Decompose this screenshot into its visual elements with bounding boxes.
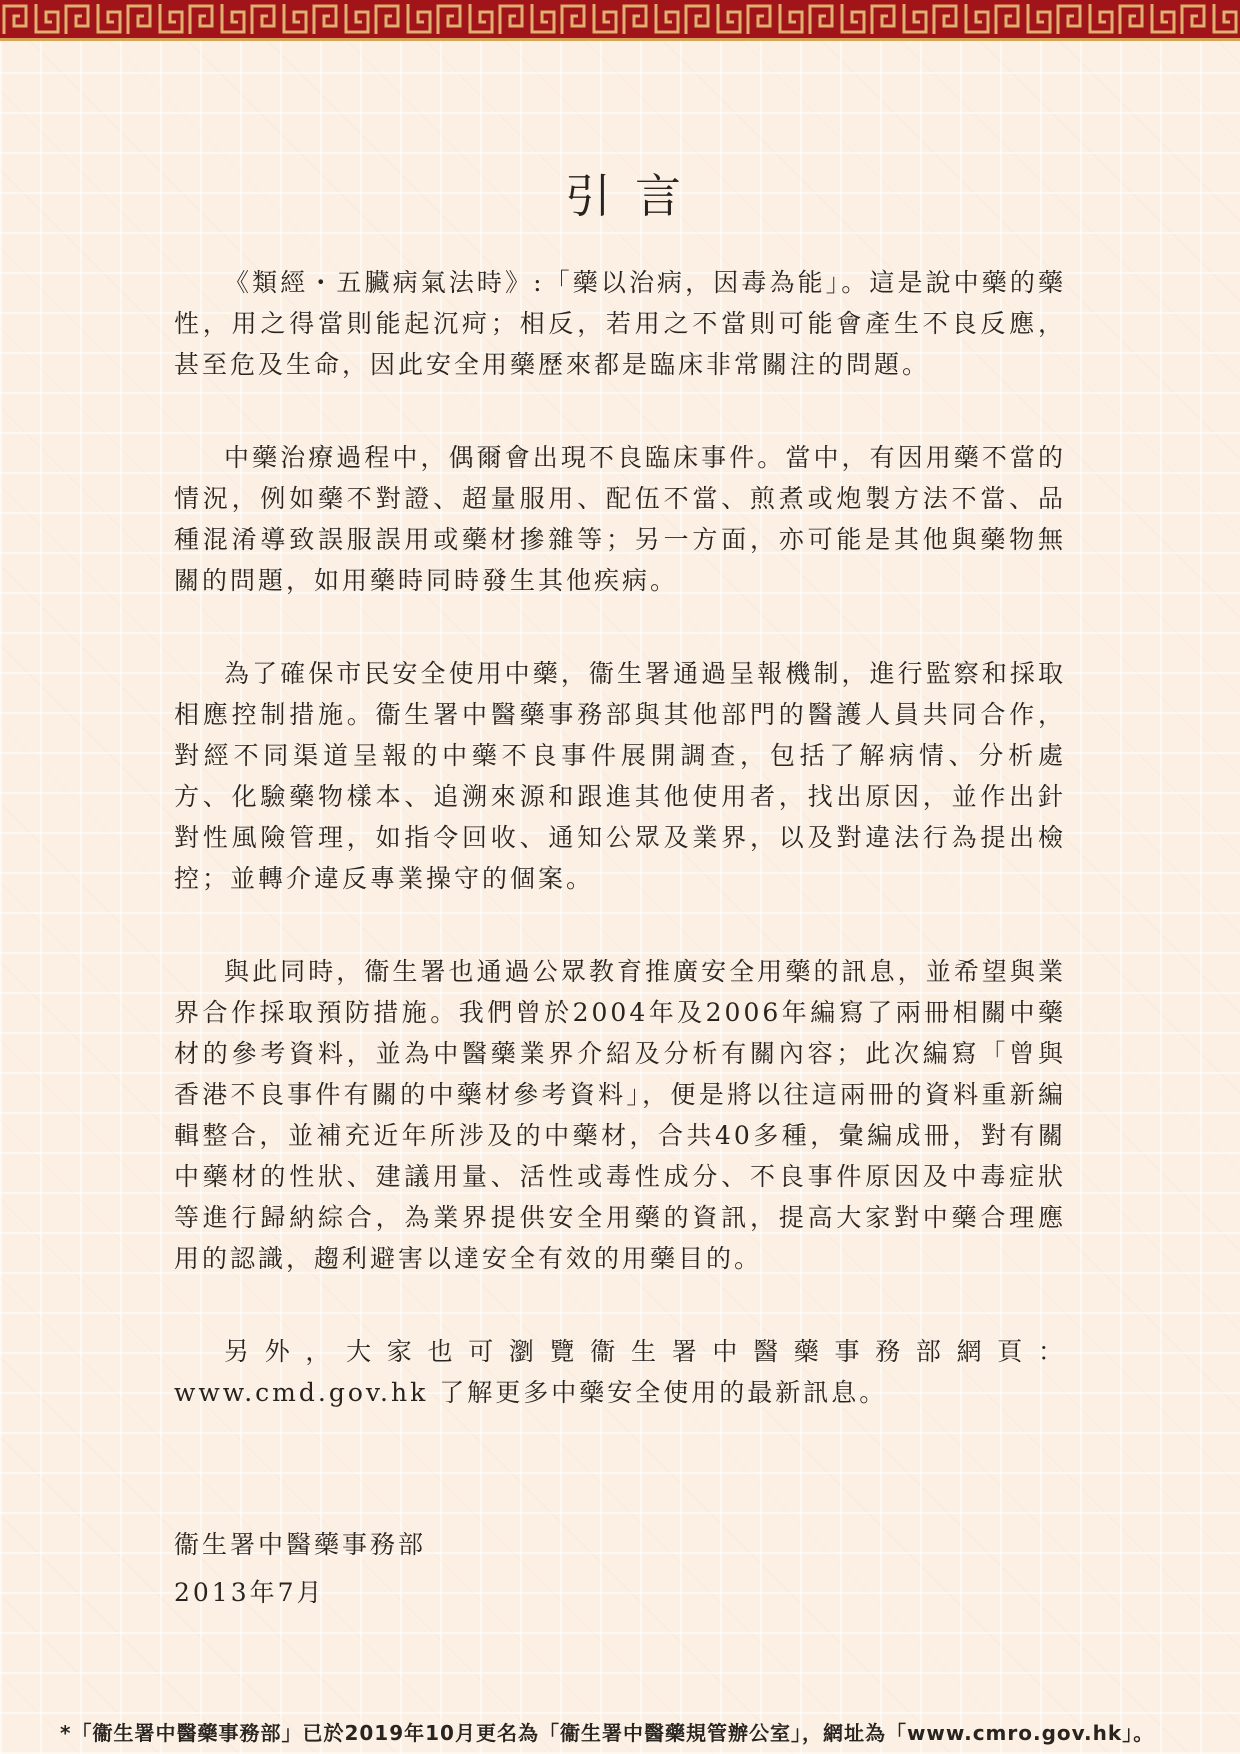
top-decorative-border	[0, 0, 1240, 41]
paragraph-5: 另外，大家也可瀏覽衞生署中醫藥事務部網頁：www.cmd.gov.hk 了解更多中藥安全使用的最新訊息。	[174, 1337, 1066, 1407]
paragraph-4: 與此同時，衞生署也通過公眾教育推廣安全用藥的訊息，並希望與業界合作採取預防措施。我們曾於2004年及2006年編寫了兩冊相關中藥材的參考資料，並為中醫藥業界介紹及分析有關內容；此次編寫「曾與香港不良事件有關的中藥材參考資料」，便是將以往這兩冊的資料重新編輯整合，並補充近年所涉及的中藥材，合共40多種，彙編成冊，對有關中藥材的性狀、建議用量、活性或毒性成分、不良事件原因及中毒症狀等進行歸納綜合，為業界提供安全用藥的資訊，提高大家對中藥合理應用的認識，趨利避害以達安全有效的用藥目的。	[174, 957, 1066, 1273]
paragraph-3: 為了確保市民安全使用中藥，衞生署通過呈報機制，進行監察和採取相應控制措施。衞生署中醫藥事務部與其他部門的醫護人員共同合作，對經不同渠道呈報的中藥不良事件展開調查，包括了解病情、分析處方、化驗藥物樣本、追溯來源和跟進其他使用者，找出原因，並作出針對性風險管理，如指令回收、通知公眾及業界，以及對違法行為提出檢控；並轉介違反專業操守的個案。	[174, 659, 1066, 893]
paragraph-1: 《類經・五臟病氣法時》:「藥以治病，因毒為能」。這是說中藥的藥性，用之得當則能起沉疴；相反，若用之不當則可能會產生不良反應，甚至危及生命，因此安全用藥歷來都是臨床非常關注的問題。	[174, 268, 1066, 379]
fret-border-icon	[0, 0, 1240, 38]
introduction-content	[174, 150, 1066, 1617]
paragraph-2: 中藥治療過程中，偶爾會出現不良臨床事件。當中，有因用藥不當的情況，例如藥不對證、超量服用、配伍不當、煎煮或炮製方法不當、品種混淆導致誤服誤用或藥材摻雜等；另一方面，亦可能是其他與藥物無關的問題，如用藥時同時發生其他疾病。	[174, 443, 1066, 595]
signature-date: 2013年7月	[174, 1578, 325, 1607]
footnote: *「衞生署中醫藥事務部」已於2019年10月更名為「衞生署中醫藥規管辦公室」，網址為「www.cmro.gov.hk」。	[60, 1721, 1155, 1745]
page-title: 引言	[565, 169, 705, 223]
signature-block	[174, 1521, 1066, 1617]
signature-organization: 衞生署中醫藥事務部	[174, 1530, 427, 1559]
